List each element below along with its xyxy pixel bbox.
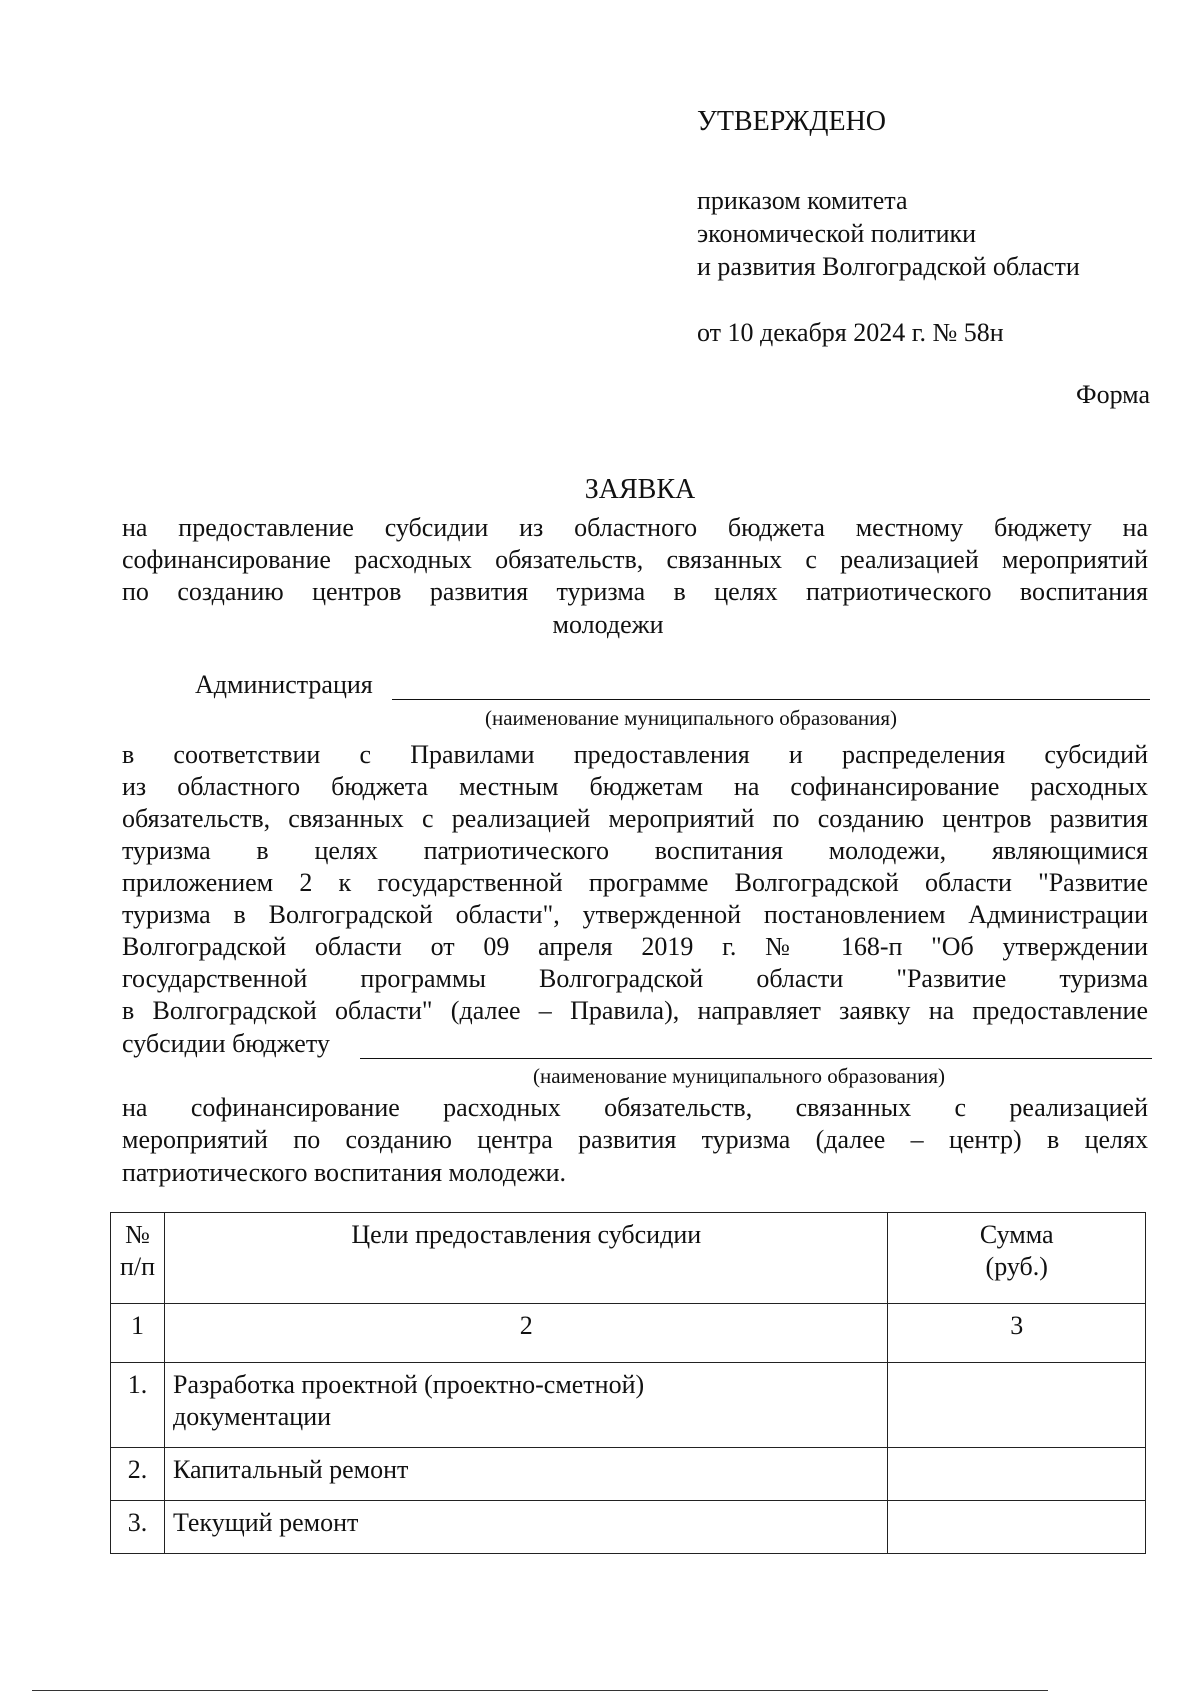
body-line-3: обязательств, связанных с реализацией мероприятий по созданию центров развития: [122, 804, 1148, 833]
row-goal: Текущий ремонт: [165, 1501, 888, 1554]
body-line-8: государственной программы Волгоградской области "Развитие туризма: [122, 964, 1148, 993]
body-line-5: приложением 2 к государственной программе Волгоградской области "Развитие: [122, 868, 1148, 897]
form-label: Форма: [1076, 380, 1150, 409]
row-num: 3.: [111, 1501, 165, 1554]
body-line-7: Волгоградской области от 09 апреля 2019 г. № 168-п "Об утверждении: [122, 932, 1148, 961]
title-line-3: по созданию центров развития туризма в целях патриотического воспитания: [122, 577, 1148, 606]
approval-order: от 10 декабря 2024 г. № 58н: [697, 318, 1004, 347]
column-number-row: [111, 1304, 1146, 1363]
row-goal: Разработка проектной (проектно-сметной) документации: [165, 1363, 888, 1448]
approval-line-3: и развития Волгоградской области: [697, 252, 1080, 281]
title-line-4: молодежи: [552, 610, 664, 639]
row-num: 1.: [111, 1363, 165, 1448]
administration-label: Администрация: [195, 670, 373, 699]
body-line-6: туризма в Волгоградской области", утвержденной постановлением Администрации: [122, 900, 1148, 929]
body-line-1: в соответствии с Правилами предоставления и распределения субсидий: [122, 740, 1148, 769]
table-row: [111, 1501, 1146, 1554]
approval-line-1: приказом комитета: [697, 186, 908, 215]
body-line-2: из областного бюджета местным бюджетам на софинансирование расходных: [122, 772, 1148, 801]
row-sum-field[interactable]: [888, 1501, 1146, 1554]
tail-line-1: на софинансирование расходных обязательств, связанных с реализацией: [122, 1093, 1148, 1122]
column-number: 3: [888, 1304, 1146, 1363]
approval-line-2: экономической политики: [697, 219, 977, 248]
table-row: [111, 1363, 1146, 1448]
row-sum-field[interactable]: [888, 1448, 1146, 1501]
page-bottom-rule: [32, 1690, 1048, 1691]
header-sum: Сумма (руб.): [888, 1213, 1146, 1304]
tail-line-3: патриотического воспитания молодежи.: [122, 1158, 567, 1187]
subsidy-goals-table: [110, 1212, 1146, 1554]
title-line-2: софинансирование расходных обязательств, связанных с реализацией мероприятий: [122, 545, 1148, 574]
administration-hint: (наименование муниципального образования): [485, 706, 898, 730]
column-number: 2: [165, 1304, 888, 1363]
tail-line-2: мероприятий по созданию центра развития туризма (далее – центр) в целях: [122, 1125, 1148, 1154]
table-row: [111, 1448, 1146, 1501]
budget-hint: (наименование муниципального образования): [533, 1064, 946, 1088]
approval-heading: УТВЕРЖДЕНО: [697, 106, 887, 137]
row-sum-field[interactable]: [888, 1363, 1146, 1448]
body-line-4: туризма в целях патриотического воспитания молодежи, являющимися: [122, 836, 1148, 865]
table-header-row: [111, 1213, 1146, 1304]
body-line-9: в Волгоградской области" (далее – Правила), направляет заявку на предоставление: [122, 996, 1148, 1025]
column-number: 1: [111, 1304, 165, 1363]
budget-name-field[interactable]: [360, 1058, 1152, 1059]
header-goal: Цели предоставления субсидии: [165, 1213, 888, 1304]
row-goal: Капитальный ремонт: [165, 1448, 888, 1501]
budget-label: субсидии бюджету: [122, 1029, 330, 1058]
title-line-1: на предоставление субсидии из областного бюджета местному бюджету на: [122, 513, 1148, 542]
header-num: № п/п: [111, 1213, 165, 1304]
row-num: 2.: [111, 1448, 165, 1501]
administration-name-field[interactable]: [392, 699, 1150, 700]
document-title: ЗАЯВКА: [584, 474, 696, 505]
